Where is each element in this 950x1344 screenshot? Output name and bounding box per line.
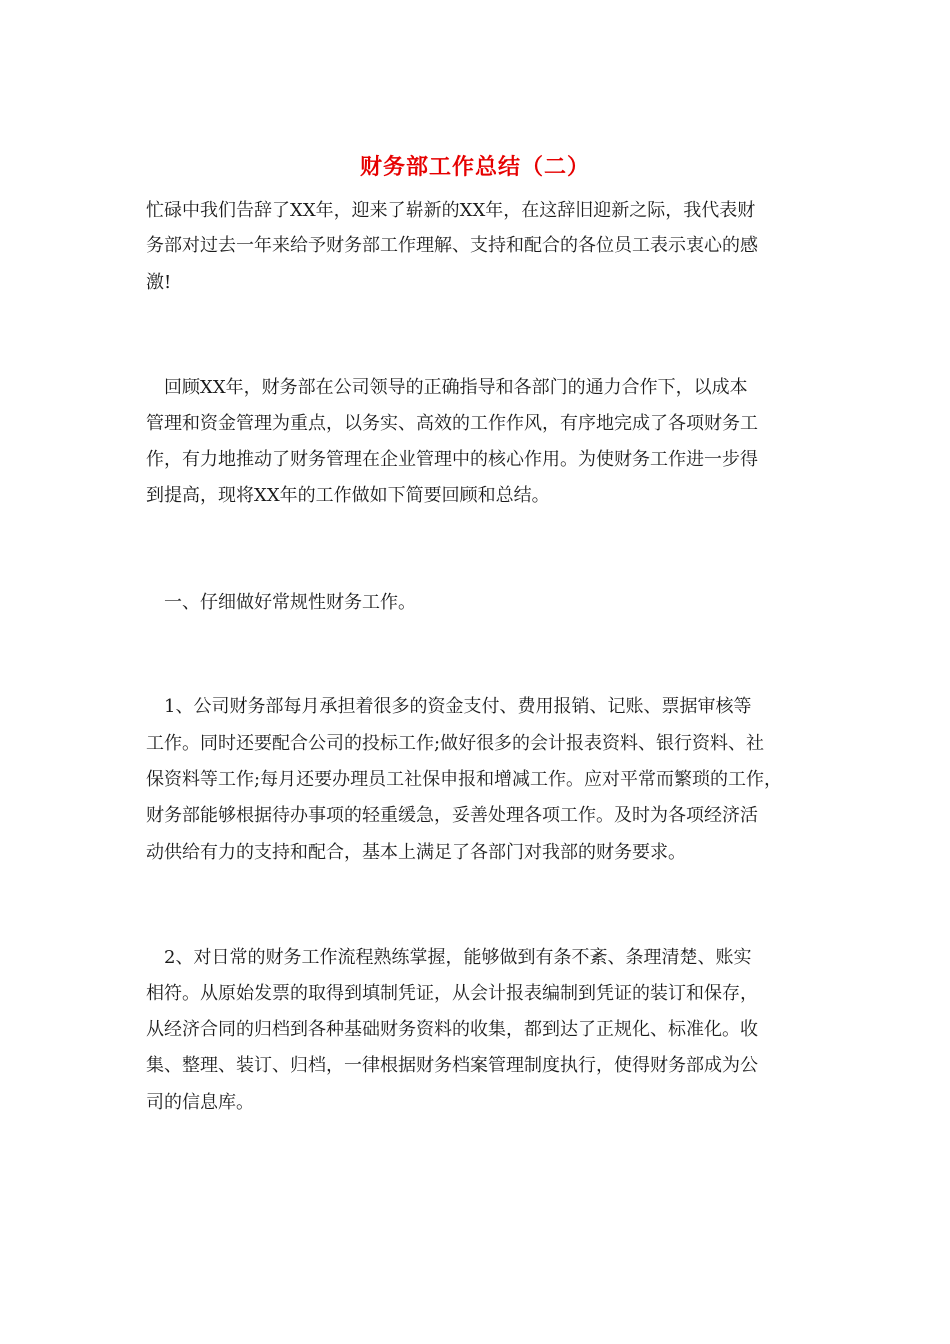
paragraph-5-line-1: 2、对日常的财务工作流程熟练掌握，能够做到有条不紊、条理清楚、账实	[146, 947, 752, 968]
paragraph-1-line-2: 务部对过去一年来给予财务部工作理解、支持和配合的各位员工表示衷心的感	[146, 235, 758, 256]
paragraph-4-line-4: 财务部能够根据待办事项的轻重缓急，妥善处理各项工作。及时为各项经济活	[146, 805, 758, 826]
paragraph-5-line-2: 相符。从原始发票的取得到填制凭证，从会计报表编制到凭证的装订和保存，	[146, 983, 758, 1004]
paragraph-5-line-4: 集、整理、装订、归档，一律根据财务档案管理制度执行，使得财务部成为公	[146, 1055, 758, 1076]
paragraph-2-line-4: 到提高，现将XX年的工作做如下简要回顾和总结。	[146, 485, 550, 506]
paragraph-1-line-3: 激!	[146, 272, 172, 293]
paragraph-4-line-5: 动供给有力的支持和配合，基本上满足了各部门对我部的财务要求。	[146, 842, 686, 863]
paragraph-5-line-5: 司的信息库。	[146, 1092, 254, 1113]
paragraph-4-line-2: 工作。同时还要配合公司的投标工作;做好很多的会计报表资料、银行资料、社	[146, 733, 765, 754]
paragraph-2-line-2: 管理和资金管理为重点，以务实、高效的工作作风，有序地完成了各项财务工	[146, 413, 758, 434]
paragraph-2-line-3: 作，有力地推动了财务管理在企业管理中的核心作用。为使财务工作进一步得	[146, 449, 758, 470]
paragraph-4-line-3: 保资料等工作;每月还要办理员工社保申报和增减工作。应对平常而繁琐的工作，	[146, 769, 783, 790]
paragraph-3-line-1: 一、仔细做好常规性财务工作。	[146, 592, 416, 613]
paragraph-4-line-1: 1、公司财务部每月承担着很多的资金支付、费用报销、记账、票据审核等	[146, 696, 752, 717]
paragraph-1-line-1: 忙碌中我们告辞了XX年，迎来了崭新的XX年，在这辞旧迎新之际，我代表财	[146, 200, 756, 221]
paragraph-2-line-1: 回顾XX年，财务部在公司领导的正确指导和各部门的通力合作下，以成本	[146, 377, 748, 398]
paragraph-5-line-3: 从经济合同的归档到各种基础财务资料的收集，都到达了正规化、标准化。收	[146, 1019, 758, 1040]
document-title: 财务部工作总结（二）	[359, 155, 590, 180]
